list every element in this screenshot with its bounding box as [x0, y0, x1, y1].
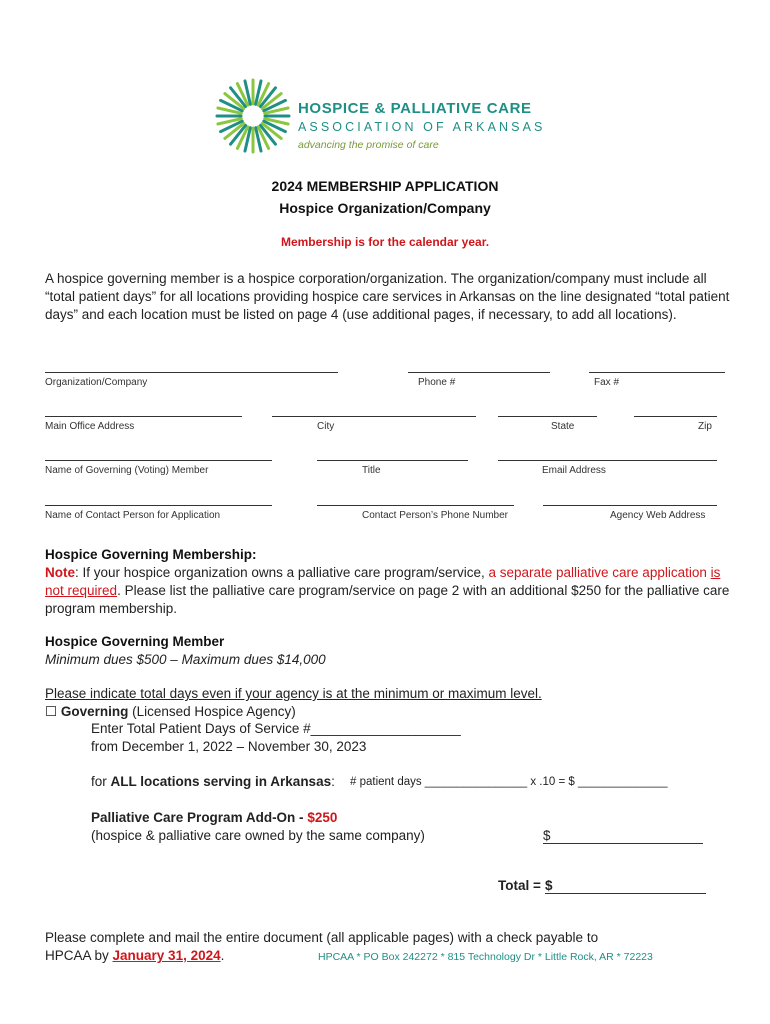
note-label: Note: [45, 565, 75, 580]
membership-note: [45, 564, 730, 618]
patient-days-calc[interactable]: # patient days ________________ x .10 = $ ______________: [350, 776, 668, 788]
org-field[interactable]: [45, 372, 338, 373]
contact-phone-label: Contact Person’s Phone Number: [362, 510, 509, 521]
org-label: Organization/Company: [45, 377, 148, 388]
contact-name-label: Name of Contact Person for Application: [45, 510, 221, 521]
state-field[interactable]: [498, 416, 597, 417]
page-title: 2024 MEMBERSHIP APPLICATION: [271, 178, 499, 194]
for-text: for: [91, 774, 111, 789]
email-field[interactable]: [498, 460, 717, 461]
logo: [215, 78, 560, 156]
governing-option: [45, 704, 296, 720]
note-colon: :: [75, 565, 79, 580]
zip-field[interactable]: [634, 416, 717, 417]
hpcaa-by: HPCAA by: [45, 948, 113, 963]
total-dollar: $: [545, 878, 553, 893]
footer-address: HPCAA * PO Box 242272 * 815 Technology Dr * Little Rock, AR * 72223: [318, 951, 653, 963]
logo-name-line1: HOSPICE & PALLIATIVE CARE: [298, 100, 532, 117]
enter-days-field[interactable]: Enter Total Patient Days of Service #____________________: [91, 721, 461, 736]
all-locations-line: [91, 774, 335, 789]
phone-label: Phone #: [418, 377, 456, 388]
phone-field[interactable]: [408, 372, 550, 373]
deadline-date: January 31, 2024: [112, 948, 221, 963]
title-field[interactable]: [317, 460, 468, 461]
footer-instructions: Please complete and mail the entire document (all applicable pages) with a check payable to: [45, 930, 599, 945]
addon-price: $250: [307, 810, 338, 825]
state-label: State: [551, 421, 575, 432]
city-field[interactable]: [272, 416, 476, 417]
total-amount-field[interactable]: [545, 893, 706, 894]
sunburst-logo-icon: [215, 78, 291, 154]
member-dues: Minimum dues $500 – Maximum dues $14,000: [45, 652, 326, 667]
addon-amount-field[interactable]: [543, 843, 703, 844]
fax-field[interactable]: [589, 372, 725, 373]
colon: :: [331, 774, 335, 789]
title-label: Title: [362, 465, 381, 476]
date-range: from December 1, 2022 – November 30, 2023: [91, 739, 367, 754]
addon-desc: (hospice & palliative care owned by the same company): [91, 828, 425, 843]
member-name-field[interactable]: [45, 460, 272, 461]
logo-name-line2: ASSOCIATION OF ARKANSAS: [298, 120, 546, 134]
zip-label: Zip: [698, 421, 712, 432]
governing-checkbox[interactable]: ☐: [45, 704, 58, 719]
governing-label: Governing: [60, 704, 129, 719]
note-not-required: is not required: [45, 565, 721, 598]
contact-phone-field[interactable]: [317, 505, 514, 506]
addon-dollar: $: [543, 828, 551, 843]
logo-tagline: advancing the promise of care: [298, 139, 439, 151]
note-red-text: a separate palliative care application: [488, 565, 711, 580]
deadline-period: .: [220, 948, 225, 963]
address-field[interactable]: [45, 416, 242, 417]
city-label: City: [317, 421, 335, 432]
member-heading: Hospice Governing Member: [45, 634, 225, 649]
fax-label: Fax #: [594, 377, 620, 388]
member-name-label: Name of Governing (Voting) Member: [45, 465, 209, 476]
note-text-b: . Please list the palliative care program/service on page 2 with an additional $250 for the palliative care program membership.: [45, 583, 730, 616]
addon-label: Palliative Care Program Add-On -: [91, 810, 308, 825]
address-label: Main Office Address: [45, 421, 135, 432]
indicate-days-note: Please indicate total days even if your agency is at the minimum or maximum level.: [45, 686, 542, 701]
intro-paragraph: A hospice governing member is a hospice corporation/organization. The organization/company must include all “total patient days” for all locations providing hospice care services in Arkansas on the line designated “total patient days” and each location must be listed on page 4 (use additional pages, if necessary, to add all locations).: [45, 271, 730, 322]
note-text-a: If your hospice organization owns a palliative care program/service,: [78, 565, 489, 580]
email-label: Email Address: [542, 465, 606, 476]
calendar-note: Membership is for the calendar year.: [280, 235, 490, 249]
contact-name-field[interactable]: [45, 505, 272, 506]
web-field[interactable]: [543, 505, 717, 506]
page-subtitle: Hospice Organization/Company: [279, 200, 491, 216]
licensed-label: (Licensed Hospice Agency): [128, 704, 296, 719]
all-locations-label: ALL locations serving in Arkansas: [110, 774, 332, 789]
footer-deadline-line: [45, 948, 224, 963]
web-label: Agency Web Address: [610, 510, 706, 521]
addon-line: [91, 810, 337, 825]
membership-heading: Hospice Governing Membership:: [45, 547, 257, 562]
total-label: Total =: [498, 878, 541, 893]
